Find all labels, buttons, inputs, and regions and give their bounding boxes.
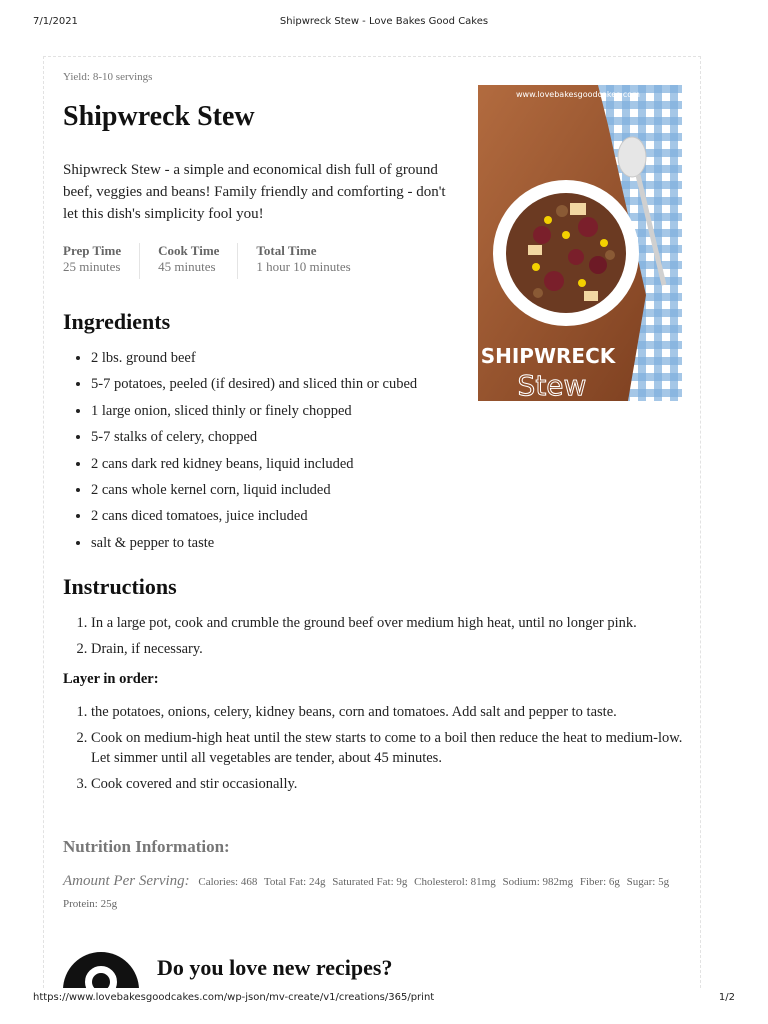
layer-steps-list (91, 702, 691, 800)
nutrition-value-fiber: 6g (608, 876, 620, 888)
ingredients-heading: Ingredients (63, 309, 171, 334)
nutrition-value-calories: 468 (240, 876, 258, 888)
recipe-summary: Shipwreck Stew - a simple and economical dish full of ground beef, veggies and beans! Family friendly and comforting - don't let this dish's simplicity fool you! (63, 162, 446, 222)
nutrition-heading: Nutrition Information: (63, 837, 230, 856)
print-page-title: Shipwreck Stew - Love Bakes Good Cakes (279, 16, 489, 27)
recipe-card (43, 56, 701, 988)
layer-step: 3. Cook covered and stir occasionally. (91, 774, 691, 794)
nutrition-label-calories: Calories: (198, 876, 239, 888)
nutrition-value-saturated-fat: 9g (396, 876, 408, 888)
promo-heading: Do you love new recipes? (157, 955, 393, 980)
nutrition-label-total-fat: Total Fat: (263, 876, 307, 888)
print-date: 7/1/2021 (33, 16, 78, 27)
total-time-value: 1 hour 10 minutes (256, 259, 351, 274)
cook-time-label: Cook Time (158, 243, 220, 258)
nutrition-value-protein: 25g (100, 898, 118, 910)
instruction-step: 2. Drain, if necessary. (91, 639, 691, 659)
photo-caption-line1: SHIPWRECK (480, 344, 616, 368)
instruction-step: 1. In a large pot, cook and crumble the ground beef over medium high heat, until no longer pink. (91, 613, 691, 633)
photo-watermark: www.lovebakesgoodcakes.com (516, 90, 640, 99)
nutrition-value-sugar: 5g (658, 876, 670, 888)
total-time (256, 243, 368, 279)
nutrition-info (63, 870, 683, 915)
nutrition-value-sodium: 982mg (542, 876, 574, 888)
instructions-list (91, 613, 691, 665)
ingredient-item: • 2 lbs. ground beef (91, 347, 671, 373)
layer-step: 1. the potatoes, onions, celery, kidney beans, corn and tomatoes. Add salt and pepper to taste. (91, 702, 691, 722)
recipe-times (63, 243, 369, 279)
nutrition-value-total-fat: 24g (308, 876, 326, 888)
yield-label: Yield: (63, 71, 90, 83)
nutrition-label-cholesterol: Cholesterol: (414, 876, 468, 888)
prep-time (63, 243, 140, 279)
ingredient-item: • 2 cans dark red kidney beans, liquid included (91, 453, 671, 479)
ingredients-list (91, 347, 671, 558)
pinterest-icon-ring (85, 966, 117, 988)
layer-heading: Layer in order: (63, 671, 159, 687)
nutrition-value-cholesterol: 81mg (470, 876, 496, 888)
ingredient-item: • salt & pepper to taste (91, 532, 671, 558)
total-time-label: Total Time (256, 243, 317, 258)
instructions-heading: Instructions (63, 574, 177, 599)
ingredient-item: • 2 cans whole kernel corn, liquid included (91, 479, 671, 505)
cook-time-value: 45 minutes (158, 259, 216, 274)
print-header (33, 16, 735, 32)
nutrition-label-fiber: Fiber: (579, 876, 607, 888)
cook-time (158, 243, 238, 279)
pinterest-icon[interactable] (63, 952, 139, 988)
layer-step: 2. Cook on medium-high heat until the stew starts to come to a boil then reduce the heat to medium-low. Let simmer until all vegetables are tender, about 45 minutes. (91, 728, 691, 768)
page-number: 1/2 (718, 992, 735, 1003)
print-url[interactable]: https://www.lovebakesgoodcakes.com/wp-json/mv-create/v1/creations/365/print (33, 992, 435, 1003)
ingredient-item: • 5-7 stalks of celery, chopped (91, 426, 671, 452)
amount-per-serving: Amount Per Serving: (63, 873, 190, 889)
recipe-yield (63, 71, 152, 83)
nutrition-label-saturated-fat: Saturated Fat: (332, 876, 394, 888)
ingredient-item: • 5-7 potatoes, peeled (if desired) and sliced thin or cubed (91, 373, 671, 399)
prep-time-value: 25 minutes (63, 259, 121, 274)
ingredient-item: • 2 cans diced tomatoes, juice included (91, 505, 671, 531)
recipe-title: Shipwreck Stew (63, 101, 255, 132)
nutrition-label-protein: Protein: (63, 898, 98, 910)
prep-time-label: Prep Time (63, 243, 122, 258)
photo-caption-line2: Stew (517, 369, 587, 401)
print-footer (33, 992, 735, 1008)
nutrition-label-sodium: Sodium: (502, 876, 540, 888)
ingredient-item: • 1 large onion, sliced thinly or finely chopped (91, 400, 671, 426)
yield-value: 8-10 servings (92, 71, 153, 83)
nutrition-label-sugar: Sugar: (626, 876, 656, 888)
